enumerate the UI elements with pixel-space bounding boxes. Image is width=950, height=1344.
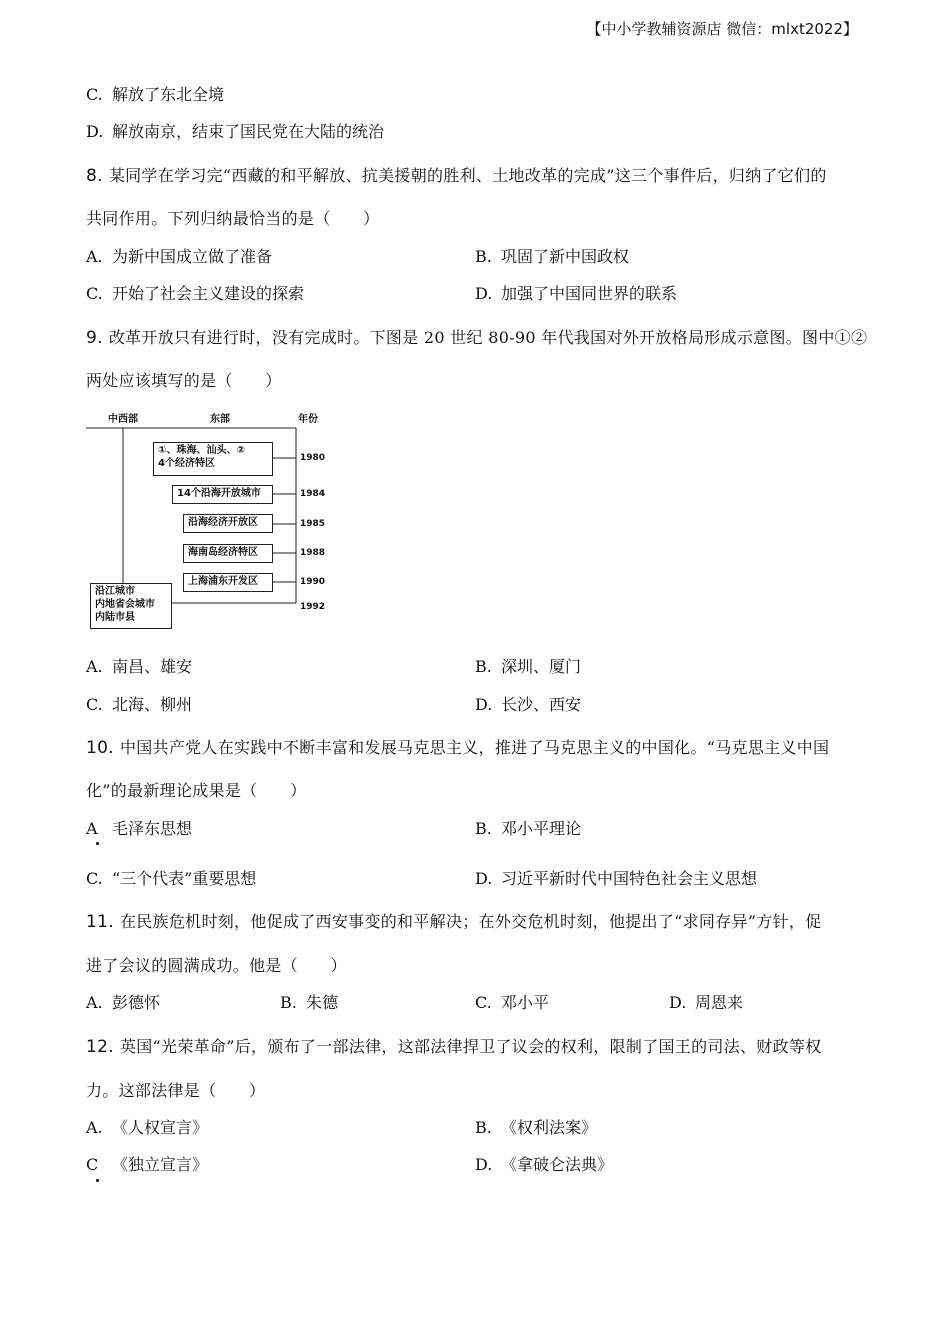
box-inland: 沿江城市 内地省会城市 内陆市县 (90, 583, 172, 629)
q9-option-d: D. 长沙、西安 (475, 695, 582, 714)
q8-option-b: B. 巩固了新中国政权 (475, 247, 630, 266)
year-label: 1992 (300, 602, 326, 612)
q9-option-c: C. 北海、柳州 (86, 695, 193, 714)
stray-dot (96, 842, 99, 845)
box-coastal-cities: 14个沿海开放城市 (172, 485, 273, 504)
opening-up-diagram (86, 408, 336, 633)
q10-option-d: D. 习近平新时代中国特色社会主义思想 (475, 869, 758, 888)
box-special-zones: ①、珠海、汕头、② 4个经济特区 (153, 442, 273, 476)
box-coastal-economic-area: 沿海经济开放区 (183, 514, 273, 533)
q9-option-b: B. 深圳、厦门 (475, 657, 582, 676)
col-label-central-west: 中西部 (108, 414, 138, 425)
q11-option-d: D. 周恩来 (669, 993, 744, 1012)
box-hainan: 海南岛经济特区 (183, 544, 273, 563)
q10-stem-line2: 化”的最新理论成果是（ ） (86, 781, 307, 800)
q11-stem-line1: 11. 在民族危机时刻，他促成了西安事变的和平解决；在外交危机时刻，他提出了“求同存异”方针，促 (86, 912, 822, 932)
q12-option-b: B. 《权利法案》 (475, 1118, 598, 1137)
q11-option-c: C. 邓小平 (475, 993, 550, 1012)
stray-dot (96, 1179, 99, 1182)
q9-stem-line1: 9. 改革开放只有进行时，没有完成时。下图是 20 世纪 80-90 年代我国对外开放格局形成示意图。图中①② (86, 328, 868, 348)
col-label-east: 东部 (210, 414, 230, 425)
q8-option-a: A. 为新中国成立做了准备 (86, 247, 273, 266)
q12-stem-line1: 12. 英国“光荣革命”后，颁布了一部法律，这部法律捍卫了议会的权利，限制了国王的司法、财政等权 (86, 1037, 822, 1057)
q11-stem-line2: 进了会议的圆满成功。他是（ ） (86, 956, 347, 975)
year-label: 1980 (300, 453, 326, 463)
page-header: 【中小学教辅资源店 微信：mlxt2022】 (586, 20, 858, 38)
q8-stem-line1: 8. 某同学在学习完“西藏的和平解放、抗美援朝的胜利、土地改革的完成”这三个事件后，归纳了它们的 (86, 166, 827, 186)
q8-stem-line2: 共同作用。下列归纳最恰当的是（ ） (86, 209, 380, 228)
q9-stem-line2: 两处应该填写的是（ ） (86, 371, 282, 390)
year-label: 1990 (300, 577, 326, 587)
box-pudong: 上海浦东开发区 (183, 573, 273, 592)
q10-option-b: B. 邓小平理论 (475, 819, 582, 838)
q12-option-a: A. 《人权宣言》 (86, 1118, 209, 1137)
year-label: 1988 (300, 548, 326, 558)
q7-option-d: D. 解放南京，结束了国民党在大陆的统治 (86, 122, 385, 141)
q10-stem-line1: 10. 中国共产党人在实践中不断丰富和发展马克思主义，推进了马克思主义的中国化。“马克思主义中国 (86, 738, 830, 758)
q8-option-d: D. 加强了中国同世界的联系 (475, 284, 678, 303)
year-label: 1984 (300, 489, 326, 499)
q12-option-c: C 《独立宣言》 (86, 1155, 209, 1174)
year-label: 1985 (300, 519, 326, 529)
q10-option-c: C. “三个代表”重要思想 (86, 869, 257, 888)
q12-stem-line2: 力。这部法律是（ ） (86, 1081, 266, 1100)
col-label-year: 年份 (298, 414, 318, 425)
q9-option-a: A. 南昌、雄安 (86, 657, 193, 676)
q7-option-c: C. 解放了东北全境 (86, 85, 225, 104)
q8-option-c: C. 开始了社会主义建设的探索 (86, 284, 305, 303)
q10-option-a: A 毛泽东思想 (86, 819, 193, 838)
q12-option-d: D. 《拿破仑法典》 (475, 1155, 614, 1174)
q11-option-a: A. 彭德怀 (86, 993, 161, 1012)
q11-option-b: B. 朱德 (280, 993, 339, 1012)
